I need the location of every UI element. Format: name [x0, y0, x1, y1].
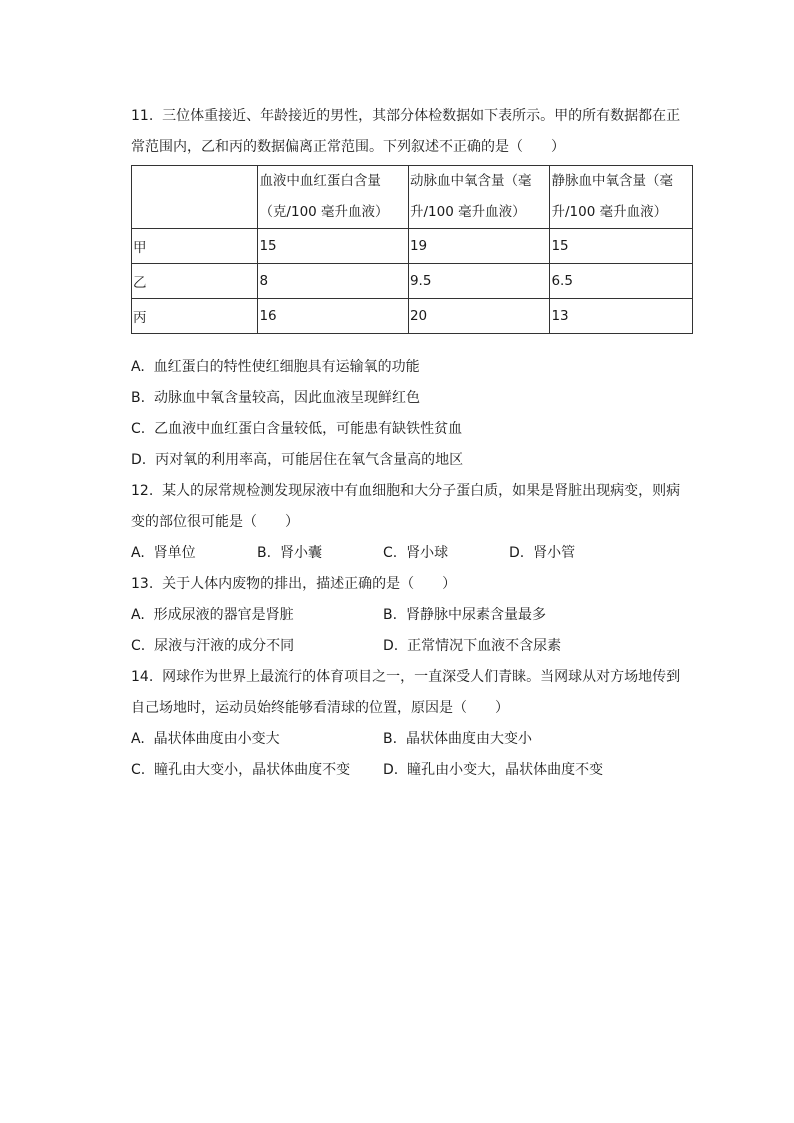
- table-cell: 13: [550, 299, 693, 334]
- q12-options-row: [131, 538, 693, 569]
- q14-option-b[interactable]: B. 晶状体曲度由大变小: [383, 731, 532, 747]
- table-header-row: [132, 166, 693, 229]
- table-header-cell: 静脉血中氧含量（毫升/100 毫升血液）: [550, 166, 693, 229]
- table-cell: 6.5: [550, 264, 693, 299]
- q11-option-b[interactable]: B. 动脉血中氧含量较高，因此血液呈现鲜红色: [131, 390, 420, 406]
- table-cell: 9.5: [408, 264, 550, 299]
- q14-option-c[interactable]: C. 瞳孔由大变小，晶状体曲度不变: [131, 762, 351, 778]
- health-data-table: [131, 165, 693, 334]
- question-11-stem: 11. 三位体重接近、年龄接近的男性，其部分体检数据如下表所示。甲的所有数据都在正常范围内，乙和丙的数据偏离正常范围。下列叙述不正确的是（ ）: [131, 108, 681, 155]
- table-cell: 15: [258, 229, 409, 264]
- q13-options-row-2: [131, 631, 693, 662]
- table-cell: 20: [408, 299, 550, 334]
- question-14-stem: 14. 网球作为世界上最流行的体育项目之一，一直深受人们青睐。当网球从对方场地传到自己场地时，运动员始终能够看清球的位置，原因是（ ）: [131, 669, 681, 716]
- table-cell: 丙: [132, 299, 258, 334]
- table-cell: 16: [258, 299, 409, 334]
- table-header-cell: [132, 166, 258, 229]
- q14-option-a[interactable]: A. 晶状体曲度由小变大: [131, 731, 280, 747]
- spacer: [131, 334, 693, 352]
- question-13-stem: 13. 关于人体内废物的排出，描述正确的是（ ）: [131, 576, 457, 592]
- q12-option-c[interactable]: C. 肾小球: [383, 545, 449, 561]
- q14-option-d[interactable]: D. 瞳孔由小变大，晶状体曲度不变: [383, 762, 604, 778]
- q13-option-b[interactable]: B. 肾静脉中尿素含量最多: [383, 607, 546, 623]
- table-header-cell: 动脉血中氧含量（毫升/100 毫升血液）: [408, 166, 550, 229]
- q14-options-row-1: [131, 724, 693, 755]
- table-cell: 甲: [132, 229, 258, 264]
- q12-option-a[interactable]: A. 肾单位: [131, 545, 196, 561]
- table-row: [132, 264, 693, 299]
- q11-option-c[interactable]: C. 乙血液中血红蛋白含量较低，可能患有缺铁性贫血: [131, 421, 463, 437]
- q14-options-row-2: [131, 755, 693, 786]
- q13-option-c[interactable]: C. 尿液与汗液的成分不同: [131, 638, 295, 654]
- q11-option-a[interactable]: A. 血红蛋白的特性使红细胞具有运输氧的功能: [131, 359, 420, 375]
- table-cell: 8: [258, 264, 409, 299]
- q13-option-a[interactable]: A. 形成尿液的器官是肾脏: [131, 607, 294, 623]
- q11-option-d[interactable]: D. 丙对氧的利用率高，可能居住在氧气含量高的地区: [131, 452, 464, 468]
- question-12-stem: 12. 某人的尿常规检测发现尿液中有血细胞和大分子蛋白质，如果是肾脏出现病变，则病变的部位很可能是（ ）: [131, 483, 681, 530]
- table-header-cell: 血液中血红蛋白含量（克/100 毫升血液）: [258, 166, 409, 229]
- q13-option-d[interactable]: D. 正常情况下血液不含尿素: [383, 638, 562, 654]
- table-cell: 乙: [132, 264, 258, 299]
- table-cell: 15: [550, 229, 693, 264]
- table-row: [132, 299, 693, 334]
- q13-options-row-1: [131, 600, 693, 631]
- table-cell: 19: [408, 229, 550, 264]
- question-content: [131, 101, 693, 786]
- table-row: [132, 229, 693, 264]
- q12-option-b[interactable]: B. 肾小囊: [257, 545, 322, 561]
- q12-option-d[interactable]: D. 肾小管: [509, 545, 576, 561]
